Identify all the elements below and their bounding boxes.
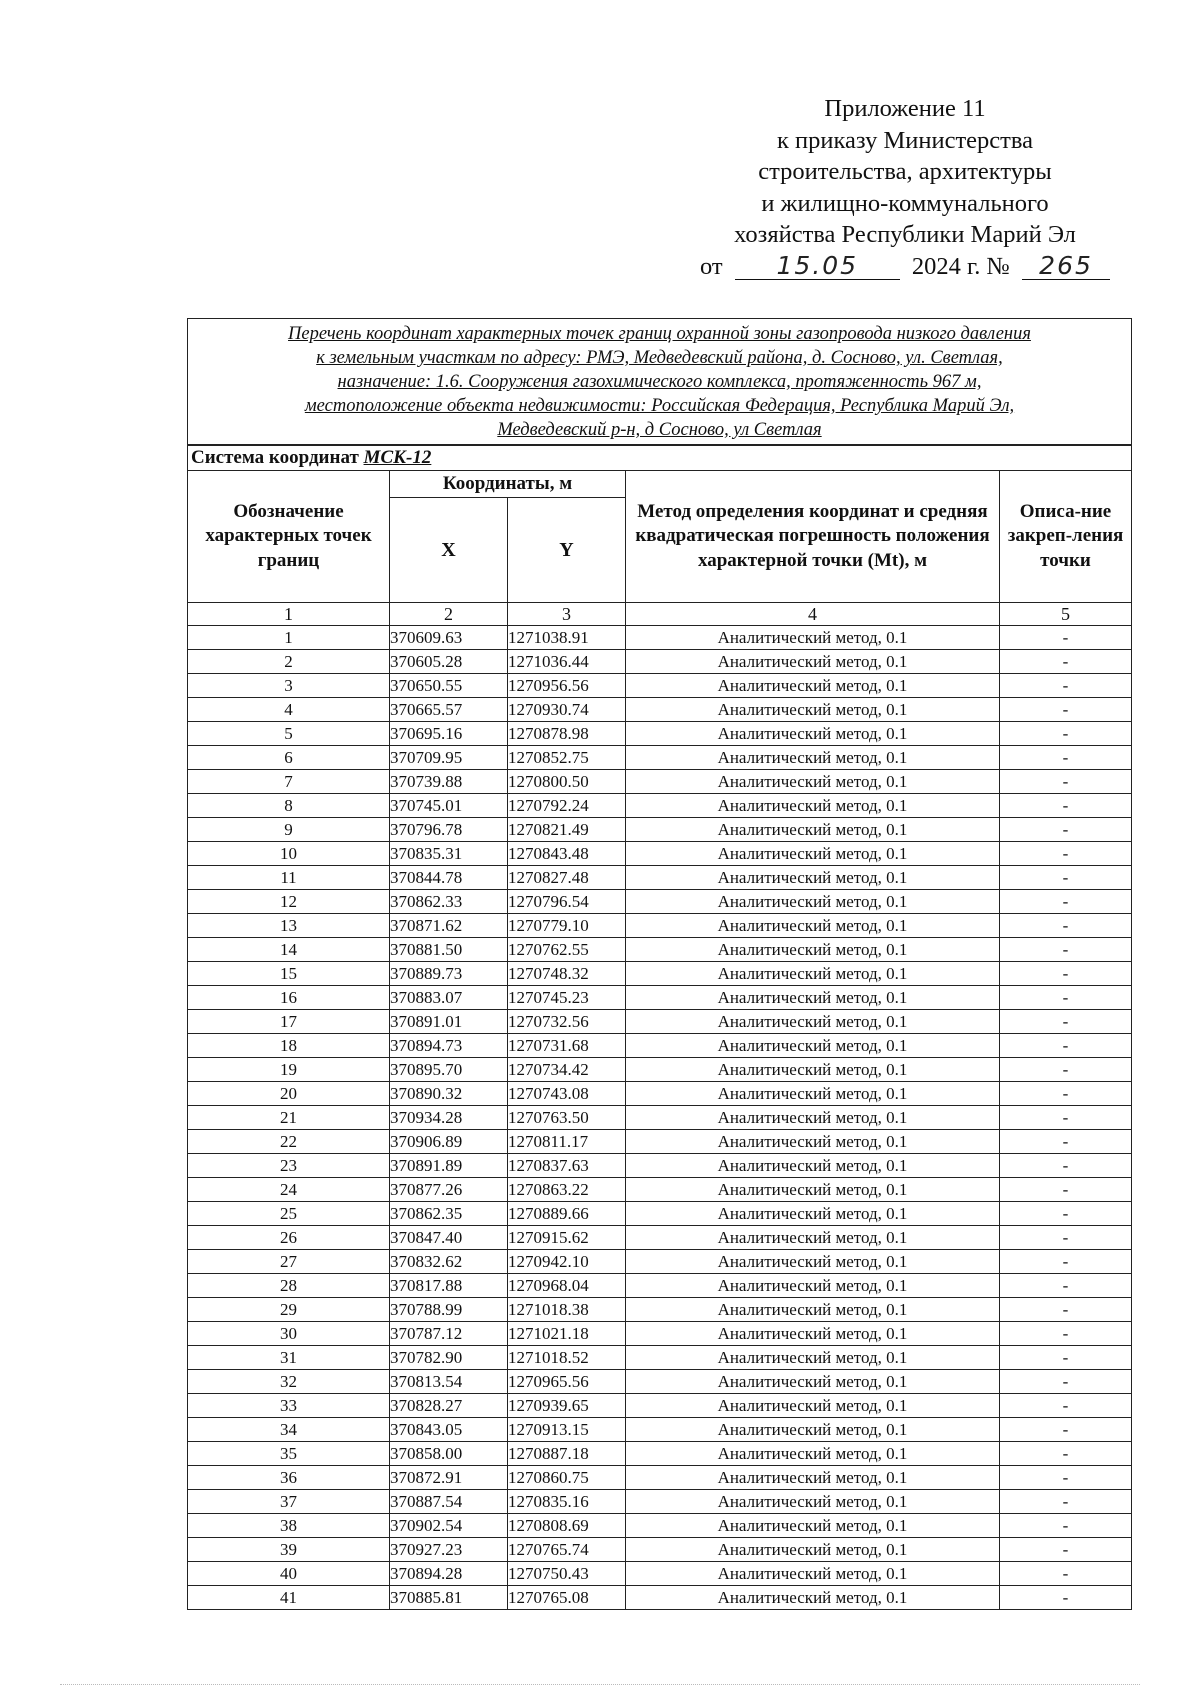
x-coordinate-cell: 370891.01 (390, 1010, 508, 1034)
table-row (188, 938, 1132, 962)
table-row (188, 1442, 1132, 1466)
description-cell: - (1000, 1442, 1132, 1466)
y-coordinate-cell: 1270843.48 (508, 842, 626, 866)
y-coordinate-cell: 1270796.54 (508, 890, 626, 914)
method-cell: Аналитический метод, 0.1 (626, 1154, 1000, 1178)
description-cell: - (1000, 1106, 1132, 1130)
x-coordinate-cell: 370887.54 (390, 1490, 508, 1514)
description-cell: - (1000, 698, 1132, 722)
description-cell: - (1000, 1466, 1132, 1490)
coordinates-table (187, 318, 1132, 1610)
point-number-cell: 2 (188, 650, 390, 674)
method-cell: Аналитический метод, 0.1 (626, 1322, 1000, 1346)
point-number-cell: 13 (188, 914, 390, 938)
y-coordinate-cell: 1271036.44 (508, 650, 626, 674)
table-row (188, 818, 1132, 842)
x-coordinate-cell: 370894.28 (390, 1562, 508, 1586)
x-coordinate-cell: 370828.27 (390, 1394, 508, 1418)
point-number-cell: 3 (188, 674, 390, 698)
table-row (188, 1250, 1132, 1274)
point-number-cell: 15 (188, 962, 390, 986)
y-coordinate-cell: 1270930.74 (508, 698, 626, 722)
point-number-cell: 18 (188, 1034, 390, 1058)
y-coordinate-cell: 1270889.66 (508, 1202, 626, 1226)
y-coordinate-cell: 1270745.23 (508, 986, 626, 1010)
x-coordinate-cell: 370883.07 (390, 986, 508, 1010)
y-coordinate-cell: 1270913.15 (508, 1418, 626, 1442)
x-coordinate-cell: 370906.89 (390, 1130, 508, 1154)
y-coordinate-cell: 1270763.50 (508, 1106, 626, 1130)
header-y: Y (508, 498, 626, 603)
y-coordinate-cell: 1270852.75 (508, 746, 626, 770)
table-row (188, 1298, 1132, 1322)
method-cell: Аналитический метод, 0.1 (626, 818, 1000, 842)
method-cell: Аналитический метод, 0.1 (626, 674, 1000, 698)
description-cell: - (1000, 1226, 1132, 1250)
header-x: X (390, 498, 508, 603)
x-coordinate-cell: 370891.89 (390, 1154, 508, 1178)
point-number-cell: 10 (188, 842, 390, 866)
header-method: Метод определения координат и средняя квадратическая погрешность положения характерной точки (Mt), м (626, 471, 1000, 603)
y-coordinate-cell: 1270965.56 (508, 1370, 626, 1394)
y-coordinate-cell: 1270734.42 (508, 1058, 626, 1082)
y-coordinate-cell: 1270863.22 (508, 1178, 626, 1202)
table-title-line: местоположение объекта недвижимости: Российская Федерация, Республика Марий Эл, (304, 396, 1015, 416)
y-coordinate-cell: 1270748.32 (508, 962, 626, 986)
table-row (188, 1202, 1132, 1226)
y-coordinate-cell: 1270942.10 (508, 1250, 626, 1274)
point-number-cell: 31 (188, 1346, 390, 1370)
table-row (188, 1082, 1132, 1106)
coordinate-system-name: МСК-12 (363, 447, 432, 468)
description-cell: - (1000, 1586, 1132, 1610)
method-cell: Аналитический метод, 0.1 (626, 698, 1000, 722)
y-coordinate-cell: 1270878.98 (508, 722, 626, 746)
method-cell: Аналитический метод, 0.1 (626, 1562, 1000, 1586)
method-cell: Аналитический метод, 0.1 (626, 626, 1000, 650)
handwritten-date: 15.05 (735, 253, 900, 280)
method-cell: Аналитический метод, 0.1 (626, 1490, 1000, 1514)
method-cell: Аналитический метод, 0.1 (626, 866, 1000, 890)
table-row (188, 1058, 1132, 1082)
method-cell: Аналитический метод, 0.1 (626, 842, 1000, 866)
y-coordinate-cell: 1270835.16 (508, 1490, 626, 1514)
handwritten-order-number: 265 (1022, 253, 1110, 280)
description-cell: - (1000, 1490, 1132, 1514)
table-row (188, 866, 1132, 890)
table-row (188, 1514, 1132, 1538)
y-coordinate-cell: 1270779.10 (508, 914, 626, 938)
method-cell: Аналитический метод, 0.1 (626, 1130, 1000, 1154)
point-number-cell: 20 (188, 1082, 390, 1106)
x-coordinate-cell: 370895.70 (390, 1058, 508, 1082)
point-number-cell: 28 (188, 1274, 390, 1298)
column-number: 2 (390, 603, 508, 626)
x-coordinate-cell: 370881.50 (390, 938, 508, 962)
table-row (188, 1010, 1132, 1034)
description-cell: - (1000, 1058, 1132, 1082)
table-row (188, 1466, 1132, 1490)
method-cell: Аналитический метод, 0.1 (626, 770, 1000, 794)
x-coordinate-cell: 370650.55 (390, 674, 508, 698)
method-cell: Аналитический метод, 0.1 (626, 1226, 1000, 1250)
method-cell: Аналитический метод, 0.1 (626, 1346, 1000, 1370)
method-cell: Аналитический метод, 0.1 (626, 1082, 1000, 1106)
table-row (188, 698, 1132, 722)
point-number-cell: 30 (188, 1322, 390, 1346)
y-coordinate-cell: 1270792.24 (508, 794, 626, 818)
method-cell: Аналитический метод, 0.1 (626, 1178, 1000, 1202)
x-coordinate-cell: 370889.73 (390, 962, 508, 986)
description-cell: - (1000, 866, 1132, 890)
x-coordinate-cell: 370739.88 (390, 770, 508, 794)
description-cell: - (1000, 986, 1132, 1010)
table-row (188, 1178, 1132, 1202)
x-coordinate-cell: 370605.28 (390, 650, 508, 674)
y-coordinate-cell: 1270765.08 (508, 1586, 626, 1610)
point-number-cell: 32 (188, 1370, 390, 1394)
x-coordinate-cell: 370894.73 (390, 1034, 508, 1058)
method-cell: Аналитический метод, 0.1 (626, 1394, 1000, 1418)
method-cell: Аналитический метод, 0.1 (626, 1466, 1000, 1490)
method-cell: Аналитический метод, 0.1 (626, 1058, 1000, 1082)
table-row (188, 1562, 1132, 1586)
point-number-cell: 19 (188, 1058, 390, 1082)
description-cell: - (1000, 1010, 1132, 1034)
description-cell: - (1000, 674, 1132, 698)
point-number-cell: 41 (188, 1586, 390, 1610)
x-coordinate-cell: 370788.99 (390, 1298, 508, 1322)
x-coordinate-cell: 370872.91 (390, 1466, 508, 1490)
description-cell: - (1000, 1418, 1132, 1442)
method-cell: Аналитический метод, 0.1 (626, 1586, 1000, 1610)
x-coordinate-cell: 370877.26 (390, 1178, 508, 1202)
table-row (188, 770, 1132, 794)
description-cell: - (1000, 1538, 1132, 1562)
table-row (188, 1154, 1132, 1178)
method-cell: Аналитический метод, 0.1 (626, 1274, 1000, 1298)
point-number-cell: 40 (188, 1562, 390, 1586)
x-coordinate-cell: 370871.62 (390, 914, 508, 938)
annex-order-ref: к приказу Министерства (777, 126, 1033, 154)
table-row (188, 1394, 1132, 1418)
y-coordinate-cell: 1270860.75 (508, 1466, 626, 1490)
table-row (188, 722, 1132, 746)
method-cell: Аналитический метод, 0.1 (626, 914, 1000, 938)
method-cell: Аналитический метод, 0.1 (626, 1442, 1000, 1466)
description-cell: - (1000, 842, 1132, 866)
table-title (188, 319, 1132, 446)
table-row (188, 1106, 1132, 1130)
description-cell: - (1000, 1562, 1132, 1586)
x-coordinate-cell: 370709.95 (390, 746, 508, 770)
x-coordinate-cell: 370665.57 (390, 698, 508, 722)
method-cell: Аналитический метод, 0.1 (626, 1010, 1000, 1034)
y-coordinate-cell: 1270765.74 (508, 1538, 626, 1562)
annex-ministry-line-2: и жилищно-коммунального (761, 189, 1049, 217)
x-coordinate-cell: 370796.78 (390, 818, 508, 842)
point-number-cell: 4 (188, 698, 390, 722)
table-row (188, 1274, 1132, 1298)
method-cell: Аналитический метод, 0.1 (626, 650, 1000, 674)
point-number-cell: 14 (188, 938, 390, 962)
table-row (188, 746, 1132, 770)
table-row (188, 650, 1132, 674)
description-cell: - (1000, 1178, 1132, 1202)
x-coordinate-cell: 370890.32 (390, 1082, 508, 1106)
point-number-cell: 6 (188, 746, 390, 770)
point-number-cell: 21 (188, 1106, 390, 1130)
method-cell: Аналитический метод, 0.1 (626, 1034, 1000, 1058)
header-point: Обозначение характерных точек границ (188, 471, 390, 603)
description-cell: - (1000, 746, 1132, 770)
x-coordinate-cell: 370817.88 (390, 1274, 508, 1298)
x-coordinate-cell: 370844.78 (390, 866, 508, 890)
description-cell: - (1000, 890, 1132, 914)
column-number-row (188, 603, 1132, 626)
description-cell: - (1000, 1322, 1132, 1346)
y-coordinate-cell: 1270915.62 (508, 1226, 626, 1250)
point-number-cell: 8 (188, 794, 390, 818)
y-coordinate-cell: 1270750.43 (508, 1562, 626, 1586)
description-cell: - (1000, 1346, 1132, 1370)
point-number-cell: 25 (188, 1202, 390, 1226)
description-cell: - (1000, 722, 1132, 746)
header-description: Описа-ние закреп-ления точки (1000, 471, 1132, 603)
point-number-cell: 11 (188, 866, 390, 890)
x-coordinate-cell: 370885.81 (390, 1586, 508, 1610)
point-number-cell: 35 (188, 1442, 390, 1466)
table-title-line: Перечень координат характерных точек границ охранной зоны газопровода низкого давления (288, 324, 1031, 344)
x-coordinate-cell: 370609.63 (390, 626, 508, 650)
table-title-line: назначение: 1.6. Сооружения газохимического комплекса, протяженность 967 м, (337, 372, 982, 392)
description-cell: - (1000, 1394, 1132, 1418)
point-number-cell: 1 (188, 626, 390, 650)
x-coordinate-cell: 370858.00 (390, 1442, 508, 1466)
description-cell: - (1000, 770, 1132, 794)
x-coordinate-cell: 370695.16 (390, 722, 508, 746)
table-row (188, 1418, 1132, 1442)
table-row (188, 914, 1132, 938)
y-coordinate-cell: 1270743.08 (508, 1082, 626, 1106)
y-coordinate-cell: 1271038.91 (508, 626, 626, 650)
description-cell: - (1000, 1082, 1132, 1106)
method-cell: Аналитический метод, 0.1 (626, 890, 1000, 914)
table-title-line: Медведевский р-н, д Сосново, ул Светлая (497, 420, 822, 440)
point-number-cell: 22 (188, 1130, 390, 1154)
table-row (188, 1034, 1132, 1058)
year-label: 2024 г. № (911, 252, 1010, 280)
table-row (188, 794, 1132, 818)
x-coordinate-cell: 370847.40 (390, 1226, 508, 1250)
y-coordinate-cell: 1270732.56 (508, 1010, 626, 1034)
point-number-cell: 17 (188, 1010, 390, 1034)
point-number-cell: 5 (188, 722, 390, 746)
point-number-cell: 27 (188, 1250, 390, 1274)
description-cell: - (1000, 1154, 1132, 1178)
date-prefix: от (699, 252, 723, 280)
table-row (188, 1226, 1132, 1250)
method-cell: Аналитический метод, 0.1 (626, 722, 1000, 746)
annex-ministry-line-1: строительства, архитектуры (758, 158, 1052, 185)
x-coordinate-cell: 370902.54 (390, 1514, 508, 1538)
point-number-cell: 38 (188, 1514, 390, 1538)
column-number: 3 (508, 603, 626, 626)
table-row (188, 986, 1132, 1010)
table-row (188, 674, 1132, 698)
method-cell: Аналитический метод, 0.1 (626, 746, 1000, 770)
table-row (188, 1586, 1132, 1610)
y-coordinate-cell: 1270887.18 (508, 1442, 626, 1466)
table-row (188, 962, 1132, 986)
y-coordinate-cell: 1270968.04 (508, 1274, 626, 1298)
point-number-cell: 24 (188, 1178, 390, 1202)
annex-title: Приложение 11 (824, 95, 986, 122)
point-number-cell: 34 (188, 1418, 390, 1442)
table-row (188, 1346, 1132, 1370)
x-coordinate-cell: 370835.31 (390, 842, 508, 866)
description-cell: - (1000, 1034, 1132, 1058)
description-cell: - (1000, 1250, 1132, 1274)
description-cell: - (1000, 1130, 1132, 1154)
point-number-cell: 12 (188, 890, 390, 914)
method-cell: Аналитический метод, 0.1 (626, 986, 1000, 1010)
description-cell: - (1000, 962, 1132, 986)
method-cell: Аналитический метод, 0.1 (626, 938, 1000, 962)
point-number-cell: 39 (188, 1538, 390, 1562)
method-cell: Аналитический метод, 0.1 (626, 1202, 1000, 1226)
description-cell: - (1000, 1202, 1132, 1226)
coordinate-system-label: Система координат (191, 447, 359, 468)
point-number-cell: 16 (188, 986, 390, 1010)
table-row (188, 1130, 1132, 1154)
y-coordinate-cell: 1270956.56 (508, 674, 626, 698)
description-cell: - (1000, 626, 1132, 650)
point-number-cell: 26 (188, 1226, 390, 1250)
x-coordinate-cell: 370862.35 (390, 1202, 508, 1226)
table-row (188, 890, 1132, 914)
description-cell: - (1000, 1298, 1132, 1322)
x-coordinate-cell: 370813.54 (390, 1370, 508, 1394)
table-row (188, 1538, 1132, 1562)
table-body (188, 626, 1132, 1610)
y-coordinate-cell: 1270731.68 (508, 1034, 626, 1058)
scan-edge-line (60, 1684, 1140, 1686)
method-cell: Аналитический метод, 0.1 (626, 962, 1000, 986)
method-cell: Аналитический метод, 0.1 (626, 794, 1000, 818)
table-row (188, 1490, 1132, 1514)
point-number-cell: 36 (188, 1466, 390, 1490)
x-coordinate-cell: 370787.12 (390, 1322, 508, 1346)
y-coordinate-cell: 1271021.18 (508, 1322, 626, 1346)
method-cell: Аналитический метод, 0.1 (626, 1106, 1000, 1130)
table-row (188, 1370, 1132, 1394)
x-coordinate-cell: 370782.90 (390, 1346, 508, 1370)
point-number-cell: 37 (188, 1490, 390, 1514)
annex-header (640, 93, 1170, 282)
y-coordinate-cell: 1270811.17 (508, 1130, 626, 1154)
description-cell: - (1000, 1274, 1132, 1298)
column-number: 1 (188, 603, 390, 626)
column-number: 4 (626, 603, 1000, 626)
coordinate-system-row (188, 445, 1132, 471)
y-coordinate-cell: 1270821.49 (508, 818, 626, 842)
y-coordinate-cell: 1270837.63 (508, 1154, 626, 1178)
x-coordinate-cell: 370745.01 (390, 794, 508, 818)
point-number-cell: 33 (188, 1394, 390, 1418)
description-cell: - (1000, 1514, 1132, 1538)
method-cell: Аналитический метод, 0.1 (626, 1298, 1000, 1322)
point-number-cell: 7 (188, 770, 390, 794)
description-cell: - (1000, 650, 1132, 674)
table-row (188, 842, 1132, 866)
header-coordinates: Координаты, м (390, 471, 626, 498)
x-coordinate-cell: 370934.28 (390, 1106, 508, 1130)
annex-ministry-line-3: хозяйства Республики Марий Эл (734, 221, 1076, 248)
x-coordinate-cell: 370927.23 (390, 1538, 508, 1562)
y-coordinate-cell: 1270808.69 (508, 1514, 626, 1538)
x-coordinate-cell: 370862.33 (390, 890, 508, 914)
y-coordinate-cell: 1270939.65 (508, 1394, 626, 1418)
point-number-cell: 23 (188, 1154, 390, 1178)
y-coordinate-cell: 1271018.38 (508, 1298, 626, 1322)
y-coordinate-cell: 1270800.50 (508, 770, 626, 794)
method-cell: Аналитический метод, 0.1 (626, 1250, 1000, 1274)
point-number-cell: 29 (188, 1298, 390, 1322)
table-row (188, 1322, 1132, 1346)
description-cell: - (1000, 818, 1132, 842)
description-cell: - (1000, 914, 1132, 938)
column-number: 5 (1000, 603, 1132, 626)
method-cell: Аналитический метод, 0.1 (626, 1370, 1000, 1394)
table-title-line: к земельным участкам по адресу: РМЭ, Медведевский района, д. Сосново, ул. Светлая, (316, 348, 1003, 368)
method-cell: Аналитический метод, 0.1 (626, 1538, 1000, 1562)
y-coordinate-cell: 1270762.55 (508, 938, 626, 962)
y-coordinate-cell: 1270827.48 (508, 866, 626, 890)
point-number-cell: 9 (188, 818, 390, 842)
x-coordinate-cell: 370843.05 (390, 1418, 508, 1442)
method-cell: Аналитический метод, 0.1 (626, 1418, 1000, 1442)
x-coordinate-cell: 370832.62 (390, 1250, 508, 1274)
description-cell: - (1000, 1370, 1132, 1394)
y-coordinate-cell: 1271018.52 (508, 1346, 626, 1370)
method-cell: Аналитический метод, 0.1 (626, 1514, 1000, 1538)
annex-date-line (640, 251, 1170, 283)
description-cell: - (1000, 794, 1132, 818)
table-row (188, 626, 1132, 650)
description-cell: - (1000, 938, 1132, 962)
